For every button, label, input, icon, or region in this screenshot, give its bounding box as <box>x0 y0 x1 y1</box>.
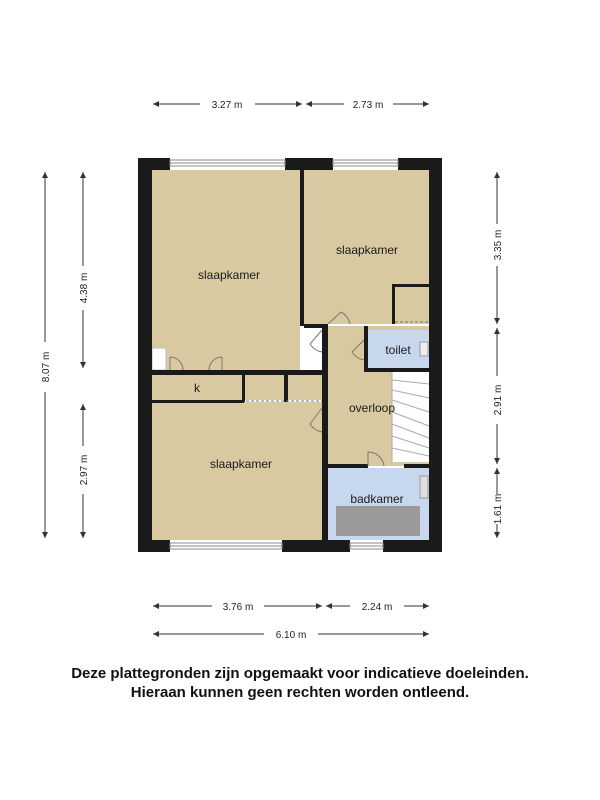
dim-left-upper: 4.38 m <box>79 272 90 304</box>
dim-bottom-right: 2.24 m <box>361 602 393 613</box>
sink <box>420 476 428 498</box>
disclaimer <box>0 664 600 702</box>
disclaimer-line-1: Deze plattegronden zijn opgemaakt voor indicatieve doeleinden. <box>71 665 529 682</box>
bathtub <box>336 506 420 536</box>
label-k: k <box>194 381 200 395</box>
floor-slaapkamer-bottom <box>152 402 322 540</box>
dim-bottom-left: 3.76 m <box>222 602 254 613</box>
dim-left-total: 8.07 m <box>41 351 52 383</box>
floor-closets <box>244 375 322 400</box>
disclaimer-line-2: Hieraan kunnen geen rechten worden ontleend. <box>130 684 470 701</box>
dim-right-middle: 2.91 m <box>493 384 504 416</box>
dim-right-lower: 1.61 m <box>493 493 504 525</box>
radiator <box>152 348 166 370</box>
label-badkamer: badkamer <box>350 492 404 506</box>
staircase <box>392 372 429 462</box>
dim-bottom-total: 6.10 m <box>275 630 307 641</box>
label-slaapkamer-top-left: slaapkamer <box>197 268 261 282</box>
dim-left-lower: 2.97 m <box>79 454 90 486</box>
toilet-bowl <box>420 342 428 356</box>
dim-top-left: 3.27 m <box>211 100 243 111</box>
label-slaapkamer-bottom: slaapkamer <box>209 457 273 471</box>
dim-top-right: 2.73 m <box>352 100 384 111</box>
dim-right-upper: 3.35 m <box>493 229 504 261</box>
label-toilet: toilet <box>385 343 411 357</box>
label-overloop: overloop <box>348 401 396 415</box>
label-slaapkamer-top-right: slaapkamer <box>335 243 399 257</box>
